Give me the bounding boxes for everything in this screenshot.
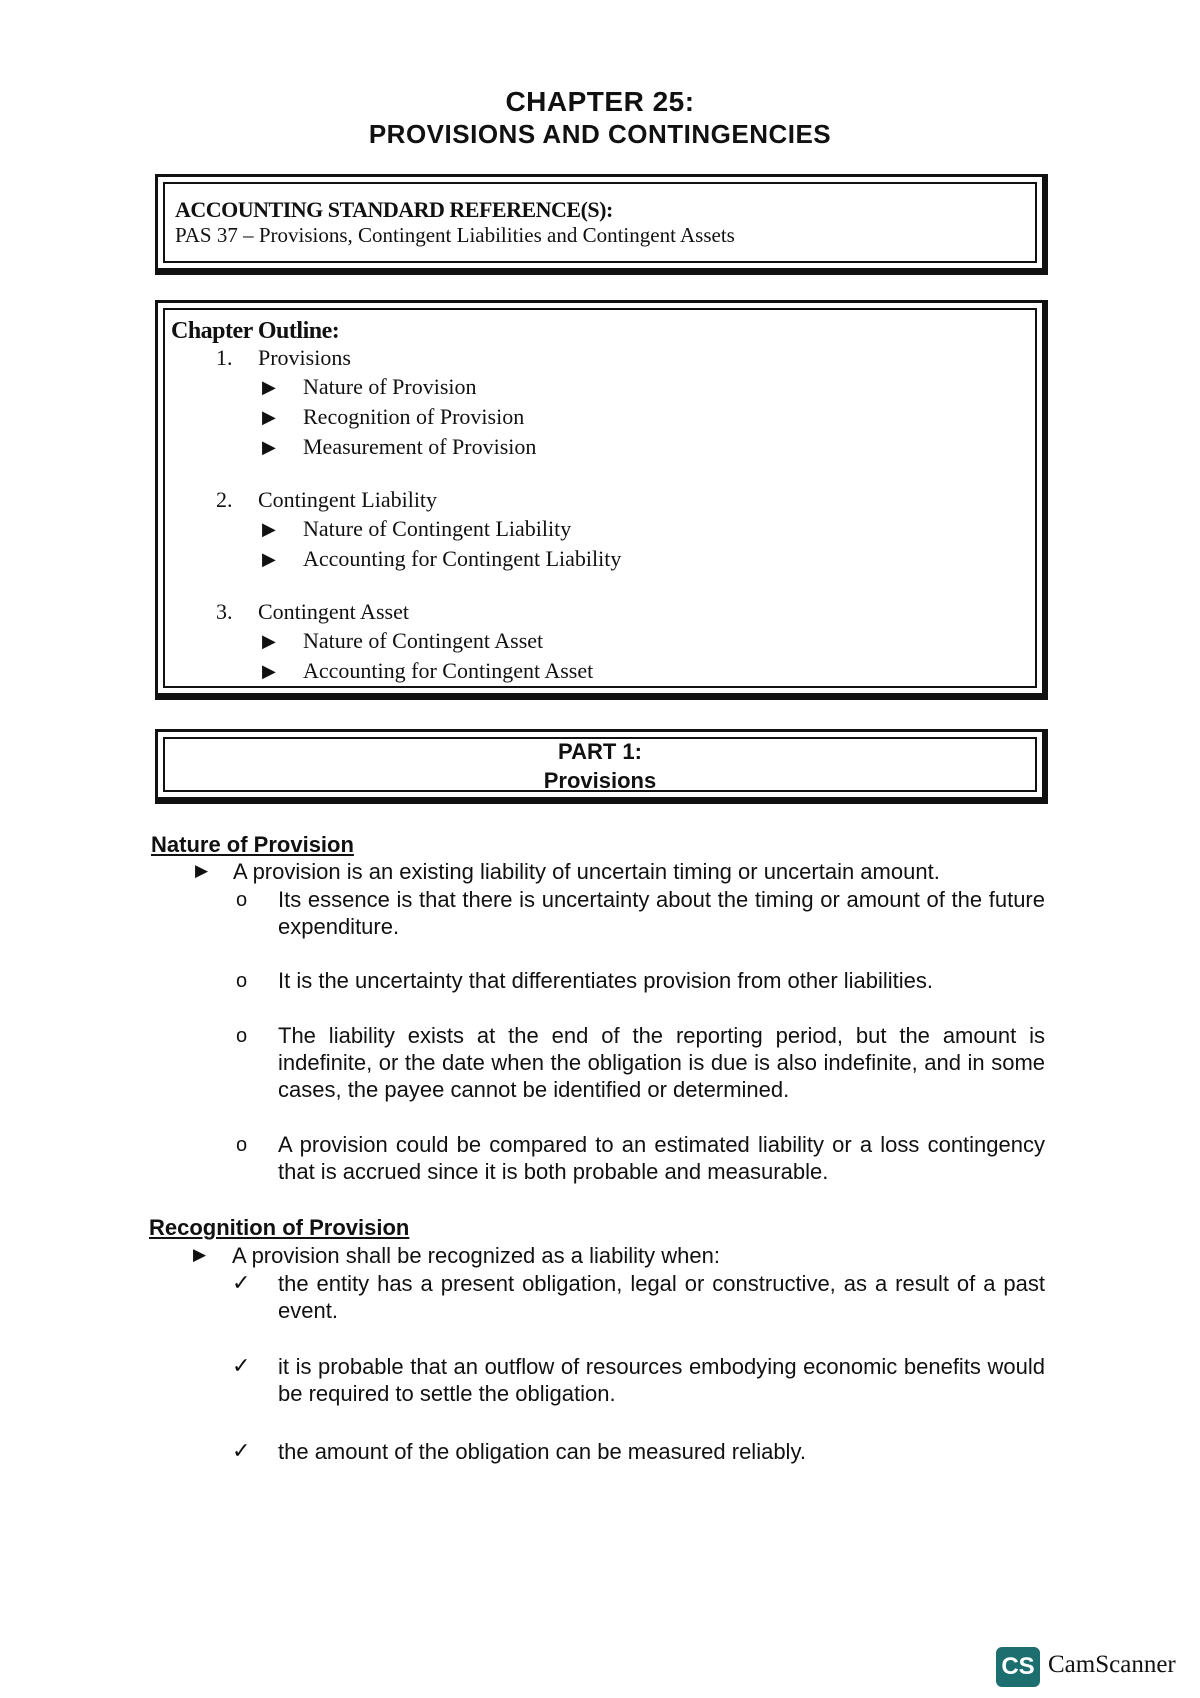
reference-heading: ACCOUNTING STANDARD REFERENCE(S): [175,197,613,222]
arrow-bullet-icon: ▶ [195,861,209,880]
check-icon: ✓ [232,1270,251,1295]
nature-bullet-text: A provision is an existing liability of uncertain timing or uncertain amount. [233,859,940,884]
outline-item: Measurement of Provision [303,434,537,459]
outline-section-title: Contingent Liability [258,487,438,512]
circle-bullet-icon: o [236,889,248,911]
recognition-condition: the entity has a present obligation, legal or constructive, as a result of a past event. [278,1271,1045,1323]
arrow-bullet-icon: ▶ [262,437,276,457]
outline-section-title: Contingent Asset [258,599,409,624]
camscanner-logo: CS [996,1647,1040,1687]
recognition-condition: the amount of the obligation can be measured reliably. [278,1439,806,1464]
outline-section-title: Provisions [258,345,351,370]
outline-item: Nature of Contingent Liability [303,516,572,541]
outline-section-number: 2. [216,487,233,512]
arrow-bullet-icon: ▶ [262,407,276,427]
outline-item: Nature of Provision [303,374,477,399]
arrow-bullet-icon: ▶ [262,631,276,651]
circle-bullet-icon: o [236,1025,248,1047]
recognition-condition: it is probable that an outflow of resources embodying economic benefits would be required to settle the obligation. [278,1354,1045,1406]
outline-item: Accounting for Contingent Asset [303,658,594,683]
arrow-bullet-icon: ▶ [262,377,276,397]
check-icon: ✓ [232,1353,251,1378]
part-label: PART 1: [558,739,642,764]
nature-point: A provision could be compared to an estimated liability or a loss contingency that is accrued since it is both probable and measurable. [278,1132,1045,1184]
nature-point: Its essence is that there is uncertainty about the timing or amount of the future expenditure. [278,887,1045,939]
circle-bullet-icon: o [236,1134,248,1156]
nature-heading: Nature of Provision [151,832,354,857]
outline-item: Nature of Contingent Asset [303,628,544,653]
chapter-title: CHAPTER 25: [505,86,695,117]
arrow-bullet-icon: ▶ [262,549,276,569]
outline-section-number: 3. [216,599,233,624]
chapter-subtitle: PROVISIONS AND CONTINGENCIES [368,119,832,149]
arrow-bullet-icon: ▶ [262,661,276,681]
reference-standard: PAS 37 – Provisions, Contingent Liabilities and Contingent Assets [175,223,735,247]
nature-point: It is the uncertainty that differentiates provision from other liabilities. [278,968,934,993]
outline-item: Recognition of Provision [303,404,525,429]
reference-content [155,174,1048,275]
arrow-bullet-icon: ▶ [262,519,276,539]
recognition-bullet-text: A provision shall be recognized as a liability when: [232,1243,720,1268]
outline-section-number: 1. [216,345,233,370]
part-title: Provisions [543,768,657,793]
check-icon: ✓ [232,1438,251,1463]
nature-point: The liability exists at the end of the reporting period, but the amount is indefinite, or the date when the obligation is due is also indefinite, and in some cases, the payee cannot be identified or determined. [278,1023,1045,1102]
outline-heading: Chapter Outline: [171,318,340,344]
outline-item: Accounting for Contingent Liability [303,546,622,571]
arrow-bullet-icon: ▶ [193,1245,207,1264]
circle-bullet-icon: o [236,970,248,992]
camscanner-text: CamScanner [1048,1651,1176,1678]
recognition-heading: Recognition of Provision [149,1215,410,1240]
